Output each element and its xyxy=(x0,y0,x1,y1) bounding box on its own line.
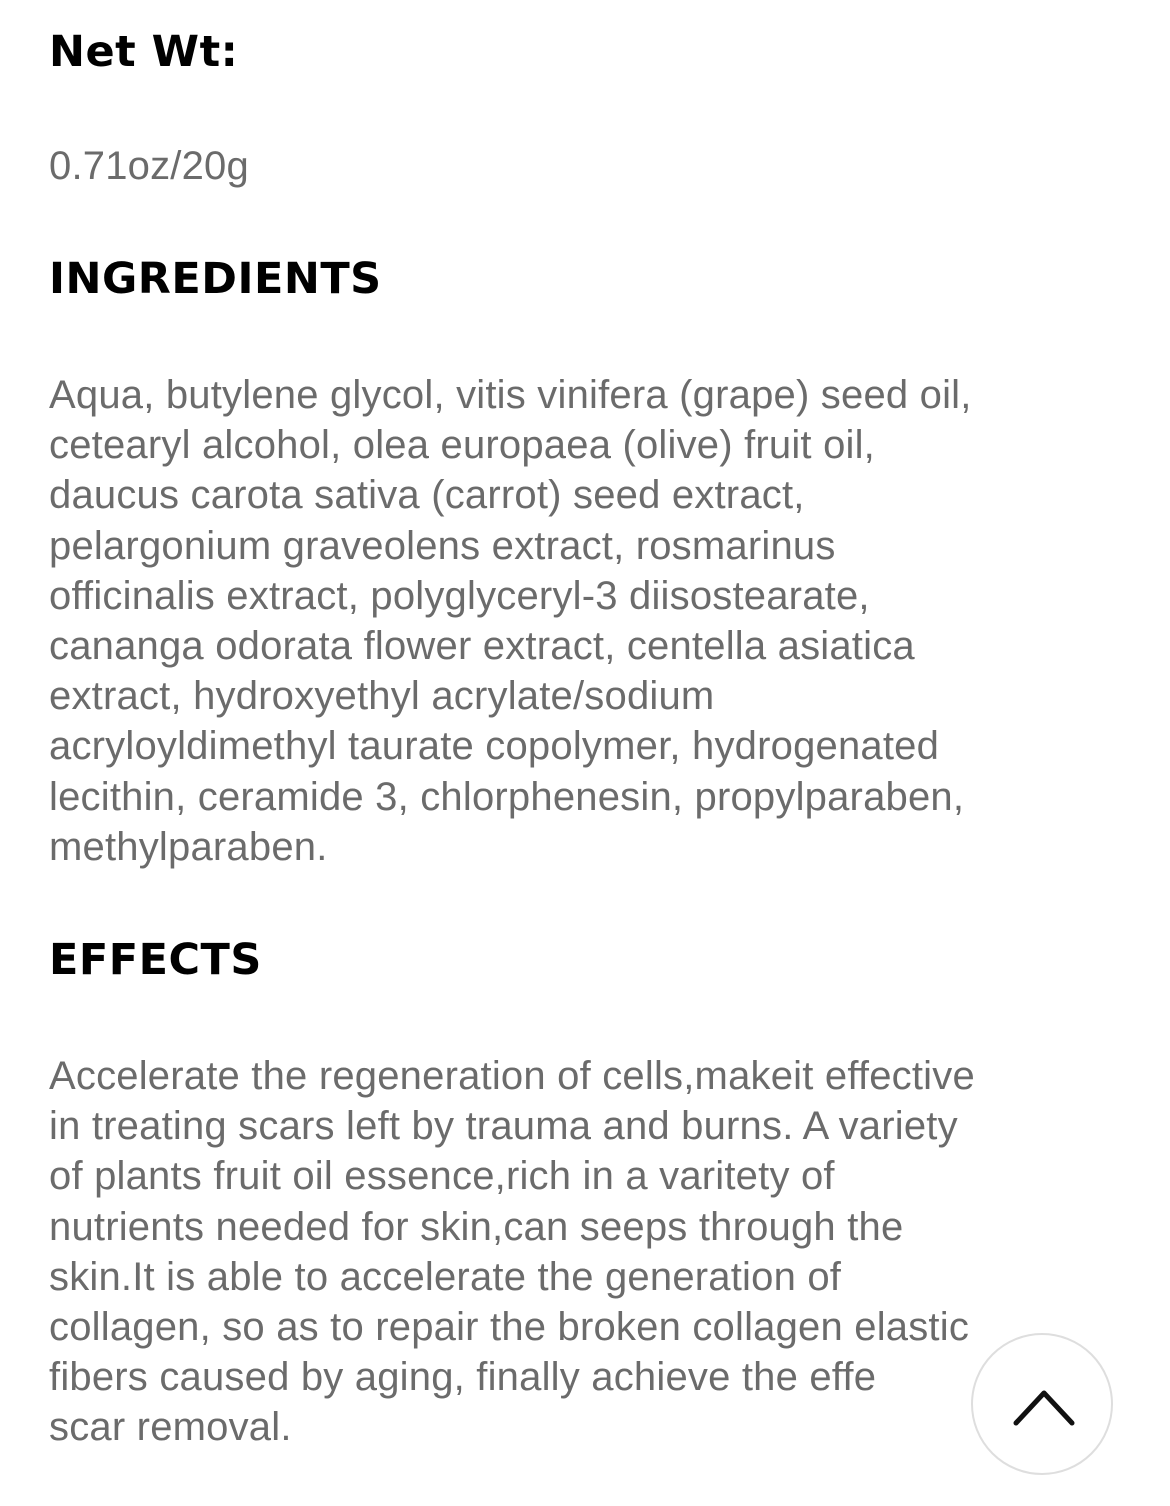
ingredients-line: methylparaben. xyxy=(49,824,328,869)
effects-line: fibers caused by aging, finally achieve the effe xyxy=(49,1355,877,1400)
chevron-up-icon xyxy=(973,1335,1115,1477)
ingredients-line: Aqua, butylene glycol, vitis vinifera (grape) seed oil, xyxy=(49,373,972,417)
net-wt-value: 0.71oz/20g xyxy=(49,144,249,188)
effects-line: skin.It is able to accelerate the generation of xyxy=(49,1254,842,1299)
ingredients-heading: INGREDIENTS xyxy=(49,254,382,304)
ingredients-text xyxy=(49,370,972,872)
effects-line: collagen, so as to repair the broken collagen elastic xyxy=(49,1305,970,1350)
ingredients-line: daucus carota sativa (carrot) seed extract, xyxy=(49,473,805,518)
ingredients-line: cetearyl alcohol, olea europaea (olive) fruit oil, xyxy=(49,423,875,468)
net-wt-heading: Net Wt: xyxy=(49,27,239,77)
effects-line: scar removal. xyxy=(49,1405,292,1450)
ingredients-line: acryloyldimethyl taurate copolymer, hydrogenated xyxy=(49,724,940,769)
ingredients-line: lecithin, ceramide 3, chlorphenesin, propylparaben, xyxy=(49,774,965,819)
effects-line: Accelerate the regeneration of cells,makeit effective xyxy=(49,1054,975,1098)
effects-line: of plants fruit oil essence,rich in a varitety of xyxy=(49,1154,835,1199)
effects-heading: EFFECTS xyxy=(49,935,262,985)
ingredients-line: officinalis extract, polyglyceryl-3 diisostearate, xyxy=(49,573,870,618)
scroll-to-top-button[interactable] xyxy=(971,1333,1113,1475)
ingredients-line: cananga odorata flower extract, centella asiatica xyxy=(49,624,915,669)
ingredients-line: extract, hydroxyethyl acrylate/sodium xyxy=(49,674,715,719)
effects-text xyxy=(49,1051,975,1453)
ingredients-line: pelargonium graveolens extract, rosmarinus xyxy=(49,523,836,568)
effects-line: nutrients needed for skin,can seeps through the xyxy=(49,1204,904,1249)
effects-line: in treating scars left by trauma and burns. A variety xyxy=(49,1104,958,1149)
